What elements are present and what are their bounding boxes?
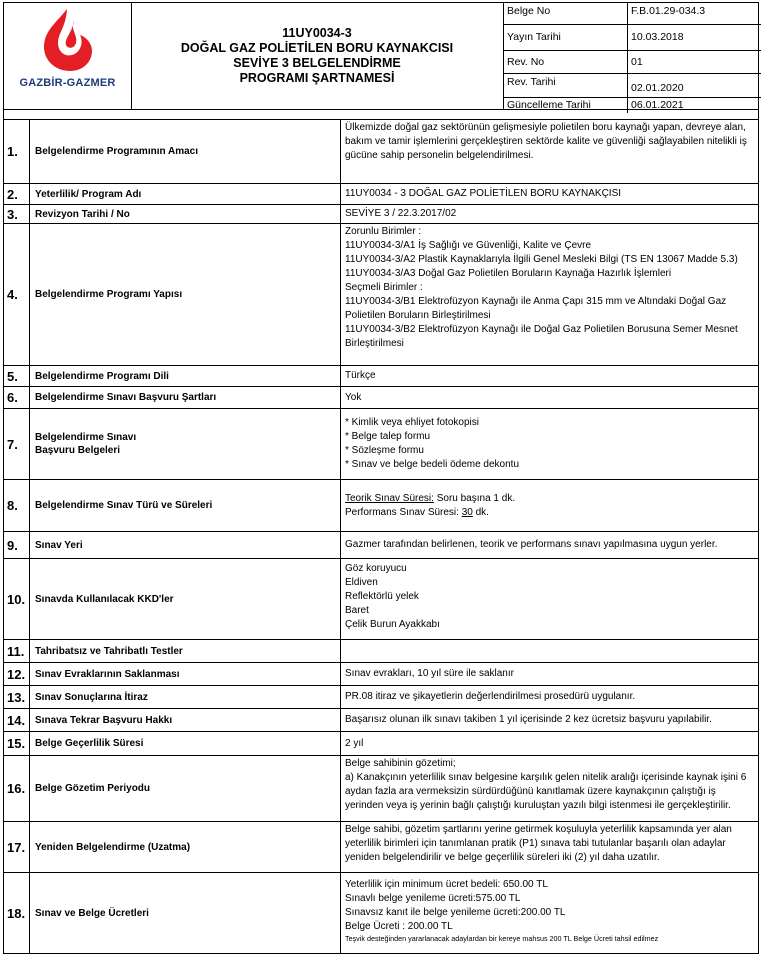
logo-text: GAZBİR-GAZMER (19, 77, 116, 89)
row-number: 6. (4, 387, 30, 408)
table-row (3, 532, 759, 559)
meta-row-belge-no (504, 3, 761, 25)
row-label: Yeterlilik/ Program Adı (30, 184, 341, 204)
value-line: Reflektörlü yelek (345, 591, 419, 602)
value-line: 11UY0034-3/B1 Elektrofüzyon Kaynağı ile Anma Çapı 315 mm ve Altındaki Doğal Gaz Polietilen Boruların Birleştirilmesi (345, 296, 727, 321)
row-value (341, 409, 758, 479)
table-row (3, 822, 759, 873)
table-row (3, 873, 759, 954)
row-number: 15. (4, 732, 30, 755)
row-number: 5. (4, 366, 30, 386)
row-number: 9. (4, 532, 30, 558)
row-value (341, 640, 758, 662)
meta-key: Yayın Tarihi (504, 25, 628, 50)
theory-label: Teorik Sınav Süresi: (345, 492, 434, 504)
logo (4, 3, 132, 109)
row-number: 11. (4, 640, 30, 662)
value-line: 11UY0034-3/A1 İş Sağlığı ve Güvenliği, Kalite ve Çevre (345, 240, 592, 251)
value-line: * Belge talep formu (345, 431, 431, 442)
row-number: 12. (4, 663, 30, 685)
row-label: Sınavda Kullanılacak KKD'ler (30, 559, 341, 639)
meta-value: F.B.01.29-034.3 (631, 5, 706, 17)
table-row (3, 366, 759, 387)
row-value (341, 184, 758, 204)
meta-key: Rev. No (504, 51, 628, 73)
row-label: Tahribatsız ve Tahribatlı Testler (30, 640, 341, 662)
row-number: 13. (4, 686, 30, 708)
meta-value: 01 (631, 56, 643, 68)
meta-row-guncelleme-tarihi (504, 98, 761, 113)
meta-value: 06.01.2021 (631, 99, 684, 111)
value-line: * Sözleşme formu (345, 445, 424, 456)
meta-row-yayin-tarihi (504, 25, 761, 51)
value-line: Sınavsız kanıt ile belge yenileme ücreti:200.00 TL (345, 907, 566, 918)
row-number: 16. (4, 756, 30, 821)
theory-duration (345, 492, 754, 506)
value-line: 11UY0034 - 3 DOĞAL GAZ POLİETİLEN BORU KAYNAKÇISI (345, 188, 622, 199)
specification-table (3, 119, 759, 954)
meta-key: Güncelleme Tarihi (504, 98, 628, 113)
row-value (341, 686, 758, 708)
row-label: Belgelendirme Programı Yapısı (30, 224, 341, 365)
title-line: DOĞAL GAZ POLİETİLEN BORU KAYNAKCISI (180, 41, 454, 55)
value-line: Gazmer tarafından belirlenen, teorik ve performans sınavı yapılmasına uygun yerler. (345, 539, 718, 550)
row-value (341, 387, 758, 408)
meta-key: Rev. Tarihi (504, 74, 628, 97)
value-line: Baret (345, 605, 369, 616)
value-line: Türkçe (345, 370, 376, 381)
value-line: Yok (345, 391, 362, 403)
value-line: Belge Ücreti : 200.00 TL (345, 921, 453, 932)
value-line: 2 yıl (345, 737, 364, 749)
table-row (3, 756, 759, 822)
row-label: Belgelendirme Sınavı Başvuru Şartları (30, 387, 341, 408)
table-row (3, 732, 759, 756)
row-value (341, 663, 758, 685)
document-meta-table (503, 3, 761, 109)
row-value (341, 756, 758, 821)
row-label: Belgelendirme Sınavı Başvuru Belgeleri (30, 409, 341, 479)
performance-duration (345, 506, 754, 520)
value-line: Belge sahibi, gözetim şartlarını yerine getirmek koşuluyla yeterlilik kapsamında yer alan yeterlilik birimleri için tanımlanan pratik (P1) sınava tabi tutulanlar başarılı olan adaylar yeniden belgelendirilir ve belge geçerlilik süreleri iki (2) yıl daha uzatılır. (345, 824, 732, 863)
row-number: 7. (4, 409, 30, 479)
value-line: Sınav evrakları, 10 yıl süre ile saklanır (345, 668, 514, 679)
performance-value: 30 (461, 506, 473, 518)
row-number: 18. (4, 873, 30, 953)
value-line: Eldiven (345, 577, 378, 588)
meta-value: 10.03.2018 (631, 31, 684, 43)
meta-value: 02.01.2020 (631, 82, 684, 94)
table-row (3, 640, 759, 663)
value-line: a) Kanakçının yeterlilik sınav belgesine karşılık gelen nitelik aralığı içerisinde kaynak işini 6 aydan fazla ara vermeksizin sürdürdüğünü kanıtlamak üzere kaynakçının çalıştığı iş yerinden veya iş yerinin bağlı çalıştığı kuruluştan yazılı bilgi istenmesi ile gerçekleştirilir. (345, 772, 747, 811)
value-line: 11UY0034-3/A3 Doğal Gaz Polietilen Boruların Kaynağa Hazırlık İşlemleri (345, 268, 672, 279)
value-line: * Sınav ve belge bedeli ödeme dekontu (345, 459, 520, 470)
meta-row-rev-tarihi (504, 74, 761, 98)
table-row (3, 119, 759, 184)
value-line: 11UY0034-3/A2 Plastik Kaynaklarıyla İlgili Genel Mesleki Bilgi (TS EN 13067 Madde 5.3) (345, 254, 738, 265)
table-row (3, 224, 759, 366)
value-line: Belge sahibinin gözetimi; (345, 758, 456, 769)
document-title (131, 3, 503, 109)
document-header (3, 2, 759, 109)
row-label: Belgelendirme Programının Amacı (30, 120, 341, 183)
row-value (341, 732, 758, 755)
value-line: SEVİYE 3 / 22.3.2017/02 (345, 208, 457, 219)
row-value (341, 366, 758, 386)
row-label: Sınava Tekrar Başvuru Hakkı (30, 709, 341, 731)
title-line: PROGRAMI ŞARTNAMESİ (239, 71, 395, 85)
value-line: Göz koruyucu (345, 563, 407, 574)
row-number: 1. (4, 120, 30, 183)
theory-value: Soru başına 1 dk. (433, 492, 516, 504)
title-line: SEVİYE 3 BELGELENDİRME (233, 56, 401, 70)
row-value (341, 205, 758, 223)
value-line: Sınavlı belge yenileme ücreti:575.00 TL (345, 893, 521, 904)
row-number: 4. (4, 224, 30, 365)
value-line: 11UY0034-3/B2 Elektrofüzyon Kaynağı ile Doğal Gaz Polietilen Borusuna Semer Mesnet Birleştirilmesi (345, 324, 738, 349)
row-label: Revizyon Tarihi / No (30, 205, 341, 223)
row-label: Sınav Sonuçlarına İtiraz (30, 686, 341, 708)
performance-label: Performans Sınav Süresi: (345, 506, 462, 518)
row-number: 8. (4, 480, 30, 531)
row-value (341, 532, 758, 558)
performance-unit: dk. (472, 506, 489, 518)
table-row (3, 559, 759, 640)
table-row (3, 409, 759, 480)
meta-row-rev-no (504, 51, 761, 74)
table-row (3, 709, 759, 732)
row-value (341, 120, 758, 183)
fee-note: Teşvik desteğinden yararlanacak adaylardan bir kereye mahsus 200 TL Belge Ücreti tahsil edilmez (345, 934, 659, 943)
row-number: 2. (4, 184, 30, 204)
table-row (3, 480, 759, 532)
row-label: Belge Geçerlilik Süresi (30, 732, 341, 755)
row-value (341, 709, 758, 731)
value-line: Başarısız olunan ilk sınavı takiben 1 yıl içerisinde 2 kez ücretsiz başvuru yapılabilir. (345, 714, 712, 725)
table-row (3, 663, 759, 686)
row-label: Yeniden Belgelendirme (Uzatma) (30, 822, 341, 872)
row-label: Sınav ve Belge Ücretleri (30, 873, 341, 953)
value-line: Çelik Burun Ayakkabı (345, 619, 440, 630)
row-value (341, 480, 758, 531)
row-label: Sınav Evraklarının Saklanması (30, 663, 341, 685)
value-line: Ülkemizde doğal gaz sektörünün gelişmesiyle polietilen boru kaynağı yapan, devreye alan, bakım ve tamir işlemlerini gerçekleştiren sektörde kalite ve güvenliği sağlayabilen nitelikli iş gücüne sahip personelin belgelendirilmesi. (345, 122, 747, 161)
value-line: PR.08 itiraz ve şikayetlerin değerlendirilmesi prosedürü uygulanır. (345, 691, 636, 702)
specification-page (3, 2, 759, 954)
table-row (3, 184, 759, 205)
row-number: 10. (4, 559, 30, 639)
row-label: Belgelendirme Programı Dili (30, 366, 341, 386)
table-row (3, 686, 759, 709)
value-line: Seçmeli Birimler : (345, 282, 423, 293)
row-value (341, 822, 758, 872)
value-line: Yeterlilik için minimum ücret bedeli: 650.00 TL (345, 879, 548, 890)
row-number: 14. (4, 709, 30, 731)
row-value (341, 559, 758, 639)
value-line: * Kimlik veya ehliyet fotokopisi (345, 417, 479, 428)
row-value (341, 224, 758, 365)
meta-key: Belge No (504, 3, 628, 24)
title-line: 11UY0034-3 (282, 26, 352, 40)
table-row (3, 387, 759, 409)
table-row (3, 205, 759, 224)
row-label: Belgelendirme Sınav Türü ve Süreleri (30, 480, 341, 531)
row-number: 3. (4, 205, 30, 223)
row-label: Belge Gözetim Periyodu (30, 756, 341, 821)
value-line: Zorunlu Birimler : (345, 226, 422, 237)
row-number: 17. (4, 822, 30, 872)
flame-logo-icon (34, 7, 100, 73)
row-value (341, 873, 758, 953)
row-label: Sınav Yeri (30, 532, 341, 558)
